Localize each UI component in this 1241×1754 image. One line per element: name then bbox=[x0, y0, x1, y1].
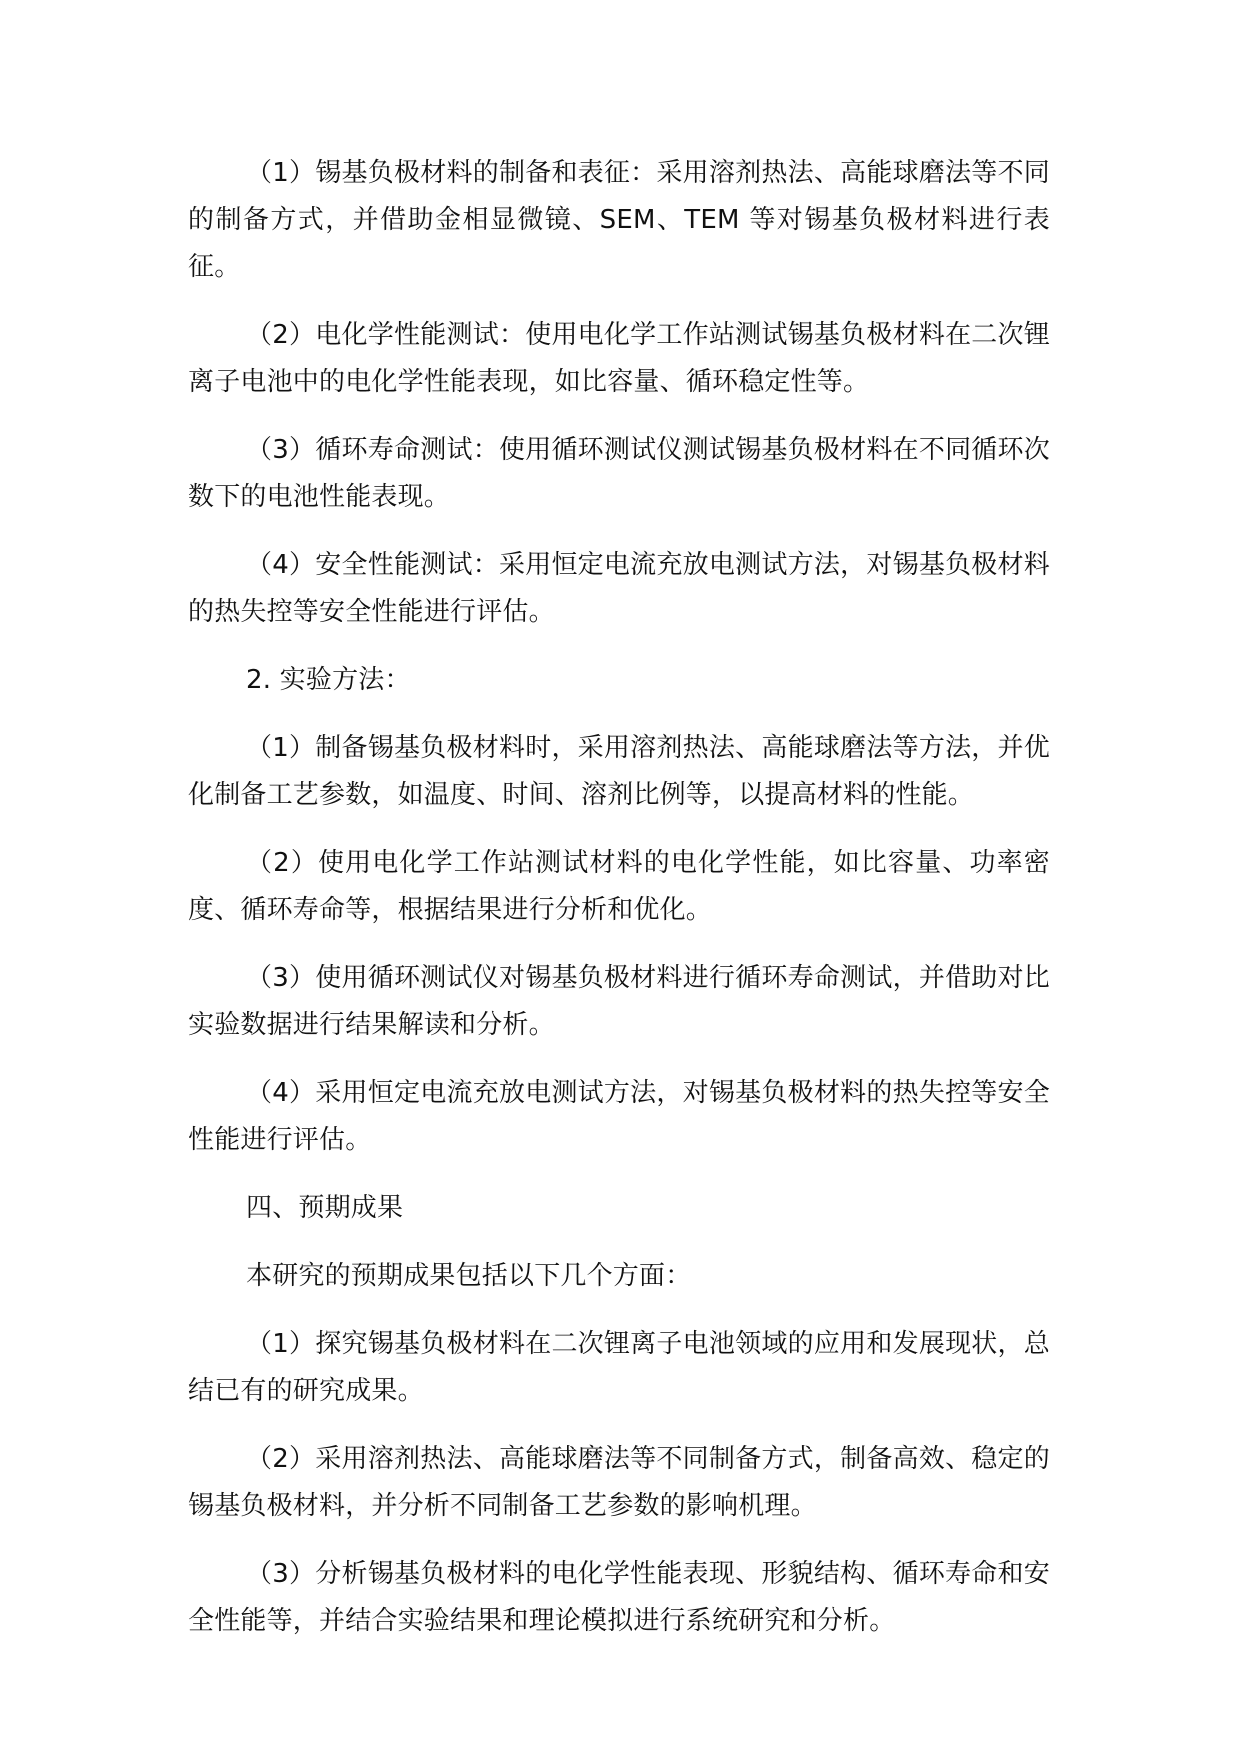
paragraph-electrochemical-test: （2）电化学性能测试：使用电化学工作站测试锡基负极材料在二次锂离子电池中的电化学性能表现，如比容量、循环稳定性等。 bbox=[188, 320, 1050, 397]
paragraph-result-2: （2）采用溶剂热法、高能球磨法等不同制备方式，制备高效、稳定的锡基负极材料，并分析不同制备工艺参数的影响机理。 bbox=[188, 1444, 1050, 1521]
paragraph-cycle-life-test: （3）循环寿命测试：使用循环测试仪测试锡基负极材料在不同循环次数下的电池性能表现。 bbox=[188, 435, 1050, 512]
paragraph-method-3: （3）使用循环测试仪对锡基负极材料进行循环寿命测试，并借助对比实验数据进行结果解读和分析。 bbox=[188, 963, 1050, 1040]
paragraph-method-2: （2）使用电化学工作站测试材料的电化学性能，如比容量、功率密度、循环寿命等，根据结果进行分析和优化。 bbox=[188, 848, 1050, 925]
paragraph-method-1: （1）制备锡基负极材料时，采用溶剂热法、高能球磨法等方法，并优化制备工艺参数，如温度、时间、溶剂比例等，以提高材料的性能。 bbox=[188, 733, 1050, 810]
paragraph-results-intro: 本研究的预期成果包括以下几个方面： bbox=[246, 1261, 692, 1291]
paragraph-result-1: （1）探究锡基负极材料在二次锂离子电池领域的应用和发展现状，总结已有的研究成果。 bbox=[188, 1329, 1050, 1406]
paragraph-prep-characterization: （1）锡基负极材料的制备和表征：采用溶剂热法、高能球磨法等不同的制备方式，并借助金相显微镜、SEM、TEM 等对锡基负极材料进行表征。 bbox=[188, 158, 1050, 282]
paragraph-result-3: （3）分析锡基负极材料的电化学性能表现、形貌结构、循环寿命和安全性能等，并结合实验结果和理论模拟进行系统研究和分析。 bbox=[188, 1559, 1050, 1636]
section-heading-methods: 2. 实验方法： bbox=[246, 665, 411, 695]
paragraph-safety-test: （4）安全性能测试：采用恒定电流充放电测试方法，对锡基负极材料的热失控等安全性能进行评估。 bbox=[188, 550, 1050, 627]
section-heading-expected-results: 四、预期成果 bbox=[246, 1193, 404, 1223]
paragraph-method-4: （4）采用恒定电流充放电测试方法，对锡基负极材料的热失控等安全性能进行评估。 bbox=[188, 1078, 1050, 1155]
document-body bbox=[188, 150, 1050, 1666]
